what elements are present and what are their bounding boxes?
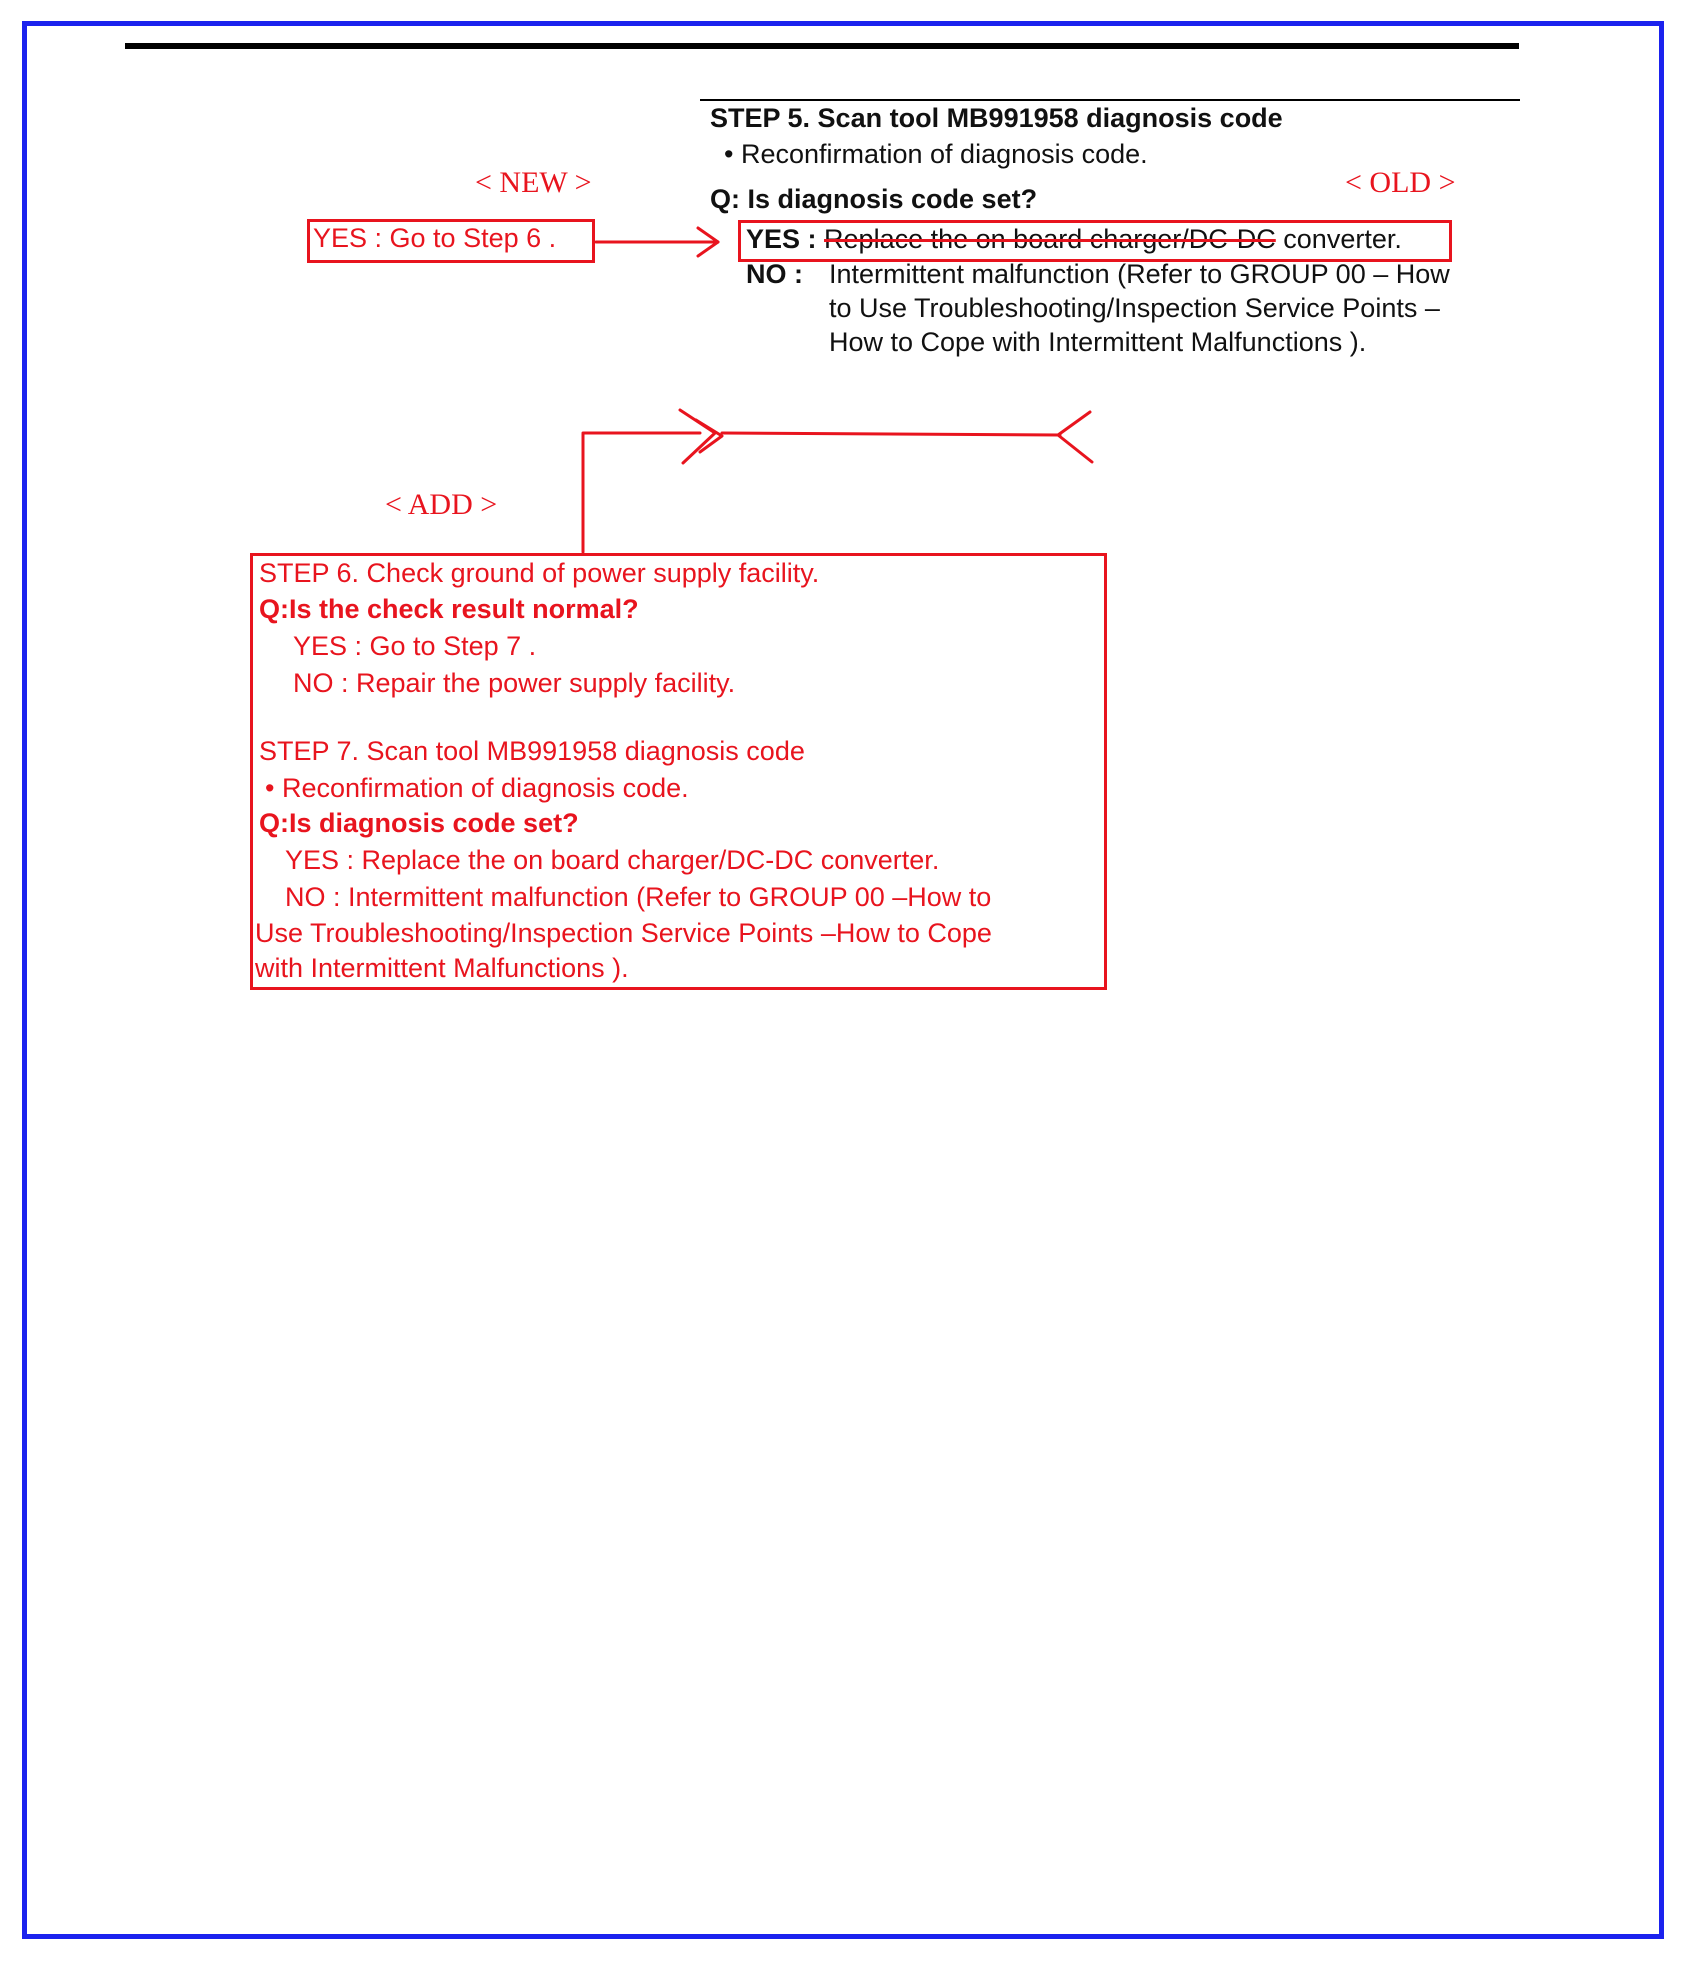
step5-no-label: NO : [746,259,803,289]
step5-yes-tail: converter. [1275,224,1402,254]
step7-question: Q:Is diagnosis code set? [259,808,579,838]
add-tag: < ADD > [385,488,498,521]
step5-no-line-3: How to Cope with Intermittent Malfunctions ). [829,327,1367,357]
insertion-line-end [1058,412,1092,462]
step7-no-line-2: Use Troubleshooting/Inspection Service Points –How to Cope [255,918,992,948]
step6-yes: YES : Go to Step 7 . [293,631,537,661]
step7-no-line-3: with Intermittent Malfunctions ). [255,953,629,983]
step5-title: STEP 5. Scan tool MB991958 diagnosis code [710,103,1283,133]
step7-no-line-1: NO : Intermittent malfunction (Refer to GROUP 00 –How to [285,882,992,912]
step7-title: STEP 7. Scan tool MB991958 diagnosis code [259,736,805,766]
step5-yes-label: YES : [746,224,817,254]
new-tag: < NEW > [475,166,592,199]
step6-question: Q:Is the check result normal? [259,594,639,624]
step6-no: NO : Repair the power supply facility. [293,668,736,698]
insertion-line [722,433,1060,435]
old-tag: < OLD > [1345,166,1456,199]
step5-no-line-2: to Use Troubleshooting/Inspection Service Points – [829,293,1440,323]
step7-bullet: • Reconfirmation of diagnosis code. [265,773,689,803]
added-steps-box [250,553,1107,990]
step5-question: Q: Is diagnosis code set? [710,184,1038,214]
step5-yes-struck: Replace the on board charger/DC-DC [824,224,1276,254]
step6-title: STEP 6. Check ground of power supply facility. [259,558,820,588]
step7-yes: YES : Replace the on board charger/DC-DC converter. [285,845,940,875]
step5-bullet: • Reconfirmation of diagnosis code. [724,139,1148,169]
step5-no-line-1: Intermittent malfunction (Refer to GROUP 00 – How [829,259,1450,289]
add-arrow-stem [583,433,700,552]
new-note-text: YES : Go to Step 6 . [313,223,557,253]
add-arrow-head-1 [680,410,715,463]
